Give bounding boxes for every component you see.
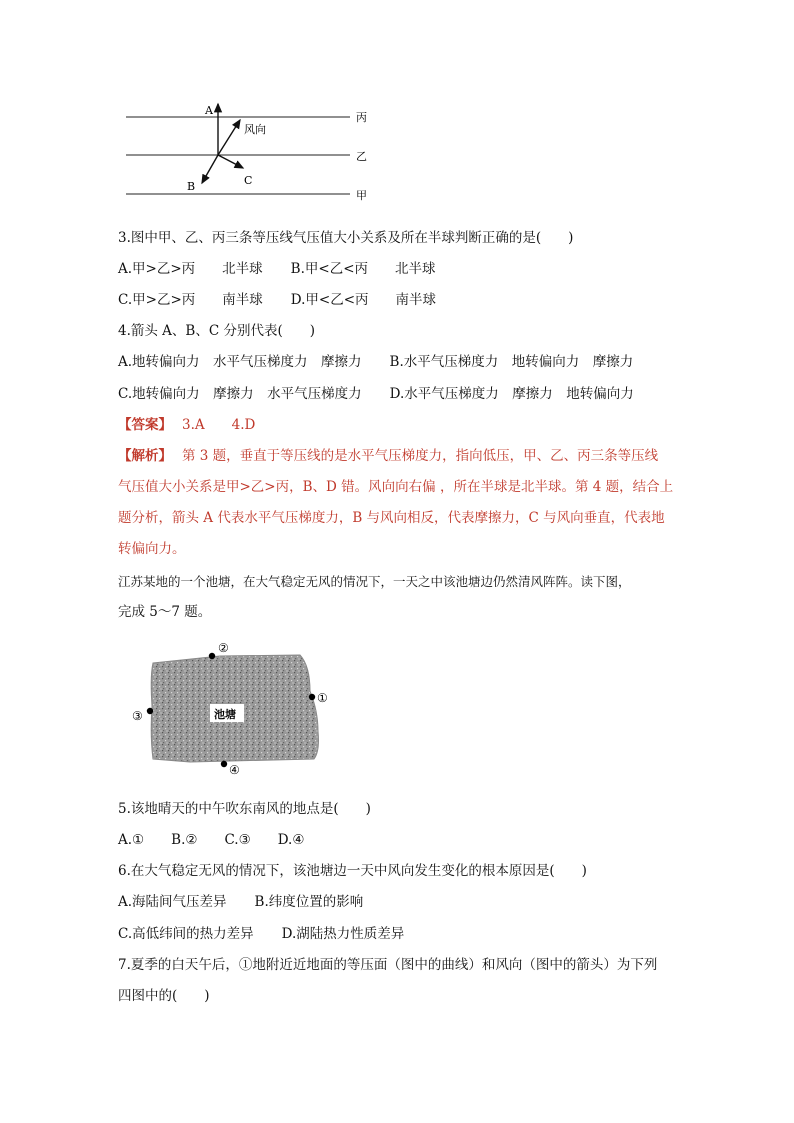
intro-line-2: 完成 5～7 题。: [118, 604, 212, 620]
label-c: C: [244, 174, 253, 187]
analysis-tag: 【解析】: [118, 448, 172, 464]
q4-stem: 4.箭头 A、B、C 分别代表( ): [118, 323, 315, 339]
point-2-label: ②: [218, 641, 229, 655]
answer-text: 3.A 4.D: [182, 417, 256, 433]
q6-stem: 6.在大气稳定无风的情况下，该池塘边一天中风向发生变化的根本原因是( ): [118, 863, 587, 879]
point-3-label: ③: [132, 709, 143, 723]
q6-option-d: D.湖陆热力性质差异: [281, 926, 405, 942]
arrow-b: [202, 155, 218, 183]
q3-options-row2: [118, 290, 436, 310]
q3-option-d: D.甲<乙<丙 南半球: [290, 292, 437, 308]
q6-option-b: B.纬度位置的影响: [254, 894, 364, 910]
point-3-dot: [147, 708, 153, 714]
point-1-dot: [309, 694, 315, 700]
arrow-wind: [218, 120, 240, 155]
analysis-text-1: 第 3 题，垂直于等压线的是水平气压梯度力，指向低压，甲、乙、丙三条等压线: [182, 448, 659, 464]
q4-option-d: D.水平气压梯度力 摩擦力 地转偏向力: [389, 386, 634, 402]
q3-option-c: C.甲>乙>丙 南半球: [118, 292, 263, 308]
q4-option-a: A.地转偏向力 水平气压梯度力 摩擦力: [118, 354, 362, 370]
q4-option-b: B.水平气压梯度力 地转偏向力 摩擦力: [389, 354, 634, 370]
q6-options-row2: [118, 924, 404, 944]
q6-options-row1: [118, 892, 363, 912]
label-yi: 乙: [356, 150, 367, 163]
label-bing: 丙: [356, 111, 367, 124]
q6-option-c: C.高低纬间的热力差异: [118, 926, 254, 942]
label-b: B: [187, 180, 196, 193]
q4-options-row2: [118, 384, 634, 404]
arrow-c: [218, 155, 243, 168]
point-2-dot: [209, 653, 215, 659]
label-wind: 风向: [244, 123, 266, 136]
q3-options-row1: [118, 259, 436, 279]
q7-line-2: 四图中的( ): [118, 988, 210, 1004]
point-4-label: ④: [229, 763, 240, 777]
q3-option-b: B.甲<乙<丙 北半球: [290, 261, 436, 277]
analysis-text-2: 气压值大小关系是甲>乙>丙，B、D 错。风向向右偏 ，所在半球是北半球。第 4 题，结合上: [118, 479, 674, 495]
q5-stem: 5.该地晴天的中午吹东南风的地点是( ): [118, 801, 371, 817]
isobar-force-diagram: [0, 0, 794, 215]
q6-option-a: A.海陆间气压差异: [118, 894, 227, 910]
q4-option-c: C.地转偏向力 摩擦力 水平气压梯度力: [118, 386, 362, 402]
pond-label: 池塘: [214, 708, 236, 721]
q3-stem: 3.图中甲、乙、丙三条等压线气压值大小关系及所在半球判断正确的是( ): [118, 230, 574, 246]
intro-line-1: 江苏某地的一个池塘，在大气稳定无风的情况下，一天之中该池塘边仍然清风阵阵。读下图，: [118, 574, 631, 589]
analysis-text-4: 转偏向力。: [118, 541, 186, 557]
point-4-dot: [221, 761, 227, 767]
analysis-text-3: 题分析，箭头 A 代表水平气压梯度力，B 与风向相反，代表摩擦力，C 与风向垂直，代表地: [118, 510, 665, 526]
label-a: A: [205, 104, 213, 117]
point-1-label: ①: [317, 691, 328, 705]
q7-line-1: 7.夏季的白天午后，①地附近近地面的等压面（图中的曲线）和风向（图中的箭头）为下列: [118, 957, 658, 973]
q3-option-a: A.甲>乙>丙 北半球: [118, 261, 263, 277]
q5-options: A.① B.② C.③ D.④: [118, 832, 305, 848]
answer-line: [118, 415, 255, 435]
analysis-line-1: [118, 446, 658, 466]
pond-diagram: [0, 636, 794, 786]
answer-tag: 【答案】: [118, 417, 172, 433]
q4-options-row1: [118, 352, 633, 372]
label-jia: 甲: [356, 189, 367, 202]
